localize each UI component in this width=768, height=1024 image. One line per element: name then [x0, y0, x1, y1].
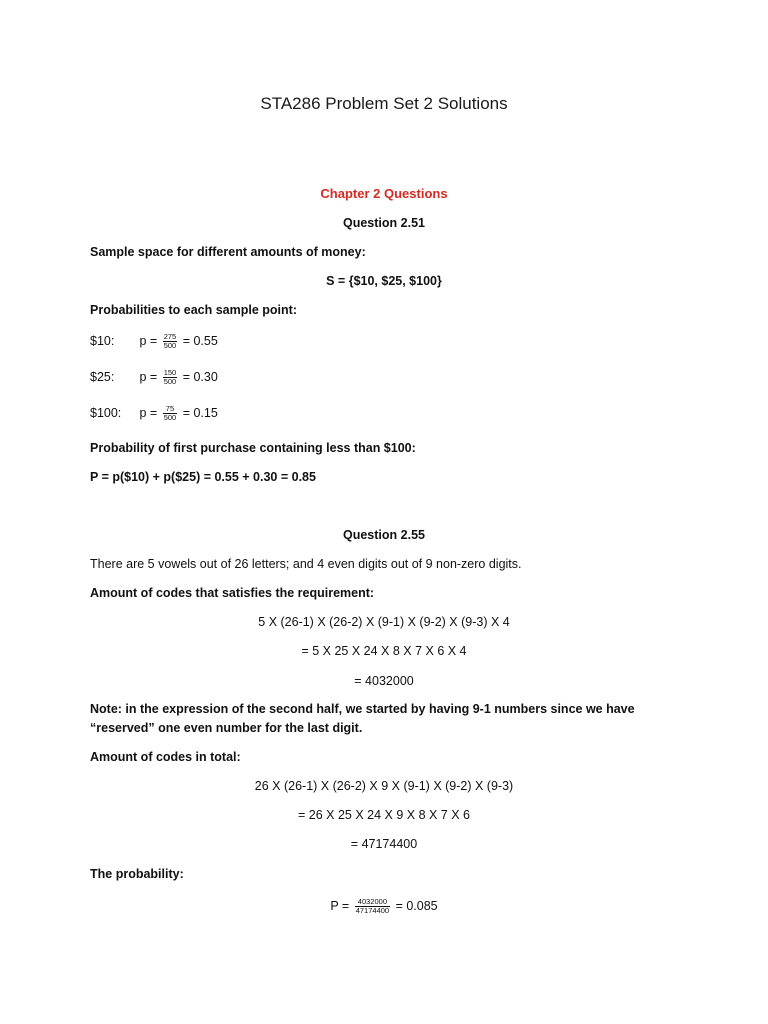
satisfying-codes-label: Amount of codes that satisfies the requirement: [90, 586, 375, 600]
final-probability [0, 898, 768, 915]
sample-space-label: Sample space for different amounts of money: [90, 245, 366, 259]
row-label: $10: [90, 334, 115, 348]
first-purchase-label: Probability of first purchase containing less than $100: [90, 441, 416, 455]
reservation-note: Note: in the expression of the second half, we started by having 9-1 numbers since we have “reserved” one even number for the last digit. [90, 702, 635, 735]
vowels-digits-intro: There are 5 vowels out of 26 letters; and 4 even digits out of 9 non-zero digits. [90, 557, 522, 571]
page-title: STA286 Problem Set 2 Solutions [260, 94, 508, 113]
chapter-heading: Chapter 2 Questions [320, 186, 448, 201]
row-result: = 0.15 [182, 406, 218, 420]
row-result: = 0.30 [182, 370, 218, 384]
probability-row-100 [90, 405, 218, 422]
fraction-denominator: 500 [163, 413, 177, 423]
probability-lhs: P = [330, 899, 350, 913]
row-lhs: p = [139, 370, 158, 384]
probability-result: = 0.085 [395, 899, 438, 913]
probabilities-label: Probabilities to each sample point: [90, 303, 297, 317]
row-label: $100: [90, 406, 122, 420]
fraction-numerator: 75 [165, 404, 175, 414]
fraction [355, 898, 390, 915]
total-codes-expanded: = 26 X 25 X 24 X 9 X 8 X 7 X 6 [298, 808, 470, 822]
fraction [163, 369, 178, 386]
fraction [163, 333, 178, 350]
row-lhs: p = [139, 406, 158, 420]
fraction [163, 405, 178, 422]
sample-space-set: S = {$10, $25, $100} [326, 274, 442, 288]
satisfying-codes-expression: 5 X (26-1) X (26-2) X (9-1) X (9-2) X (9-3) X 4 [258, 615, 510, 629]
question-2-51-heading: Question 2.51 [343, 216, 425, 230]
fraction-numerator: 4032000 [357, 897, 387, 907]
question-2-55-heading: Question 2.55 [343, 528, 425, 542]
total-codes-expression: 26 X (26-1) X (26-2) X 9 X (9-1) X (9-2) X (9-3) [254, 779, 514, 793]
row-lhs: p = [139, 334, 158, 348]
probability-row-25 [90, 369, 218, 386]
total-codes-label: Amount of codes in total: [90, 750, 241, 764]
fraction-denominator: 47174400 [355, 906, 390, 916]
satisfying-codes-result: = 4032000 [354, 674, 414, 688]
probability-row-10 [90, 333, 218, 350]
row-result: = 0.55 [182, 334, 218, 348]
total-codes-result: = 47174400 [350, 837, 418, 851]
fraction-numerator: 150 [163, 368, 177, 378]
probability-label: The probability: [90, 867, 184, 881]
satisfying-codes-expanded: = 5 X 25 X 24 X 8 X 7 X 6 X 4 [301, 644, 467, 658]
fraction-denominator: 500 [163, 341, 177, 351]
row-label: $25: [90, 370, 115, 384]
first-purchase-calculation: P = p($10) + p($25) = 0.55 + 0.30 = 0.85 [90, 470, 316, 484]
fraction-denominator: 500 [163, 377, 177, 387]
fraction-numerator: 275 [163, 332, 177, 342]
